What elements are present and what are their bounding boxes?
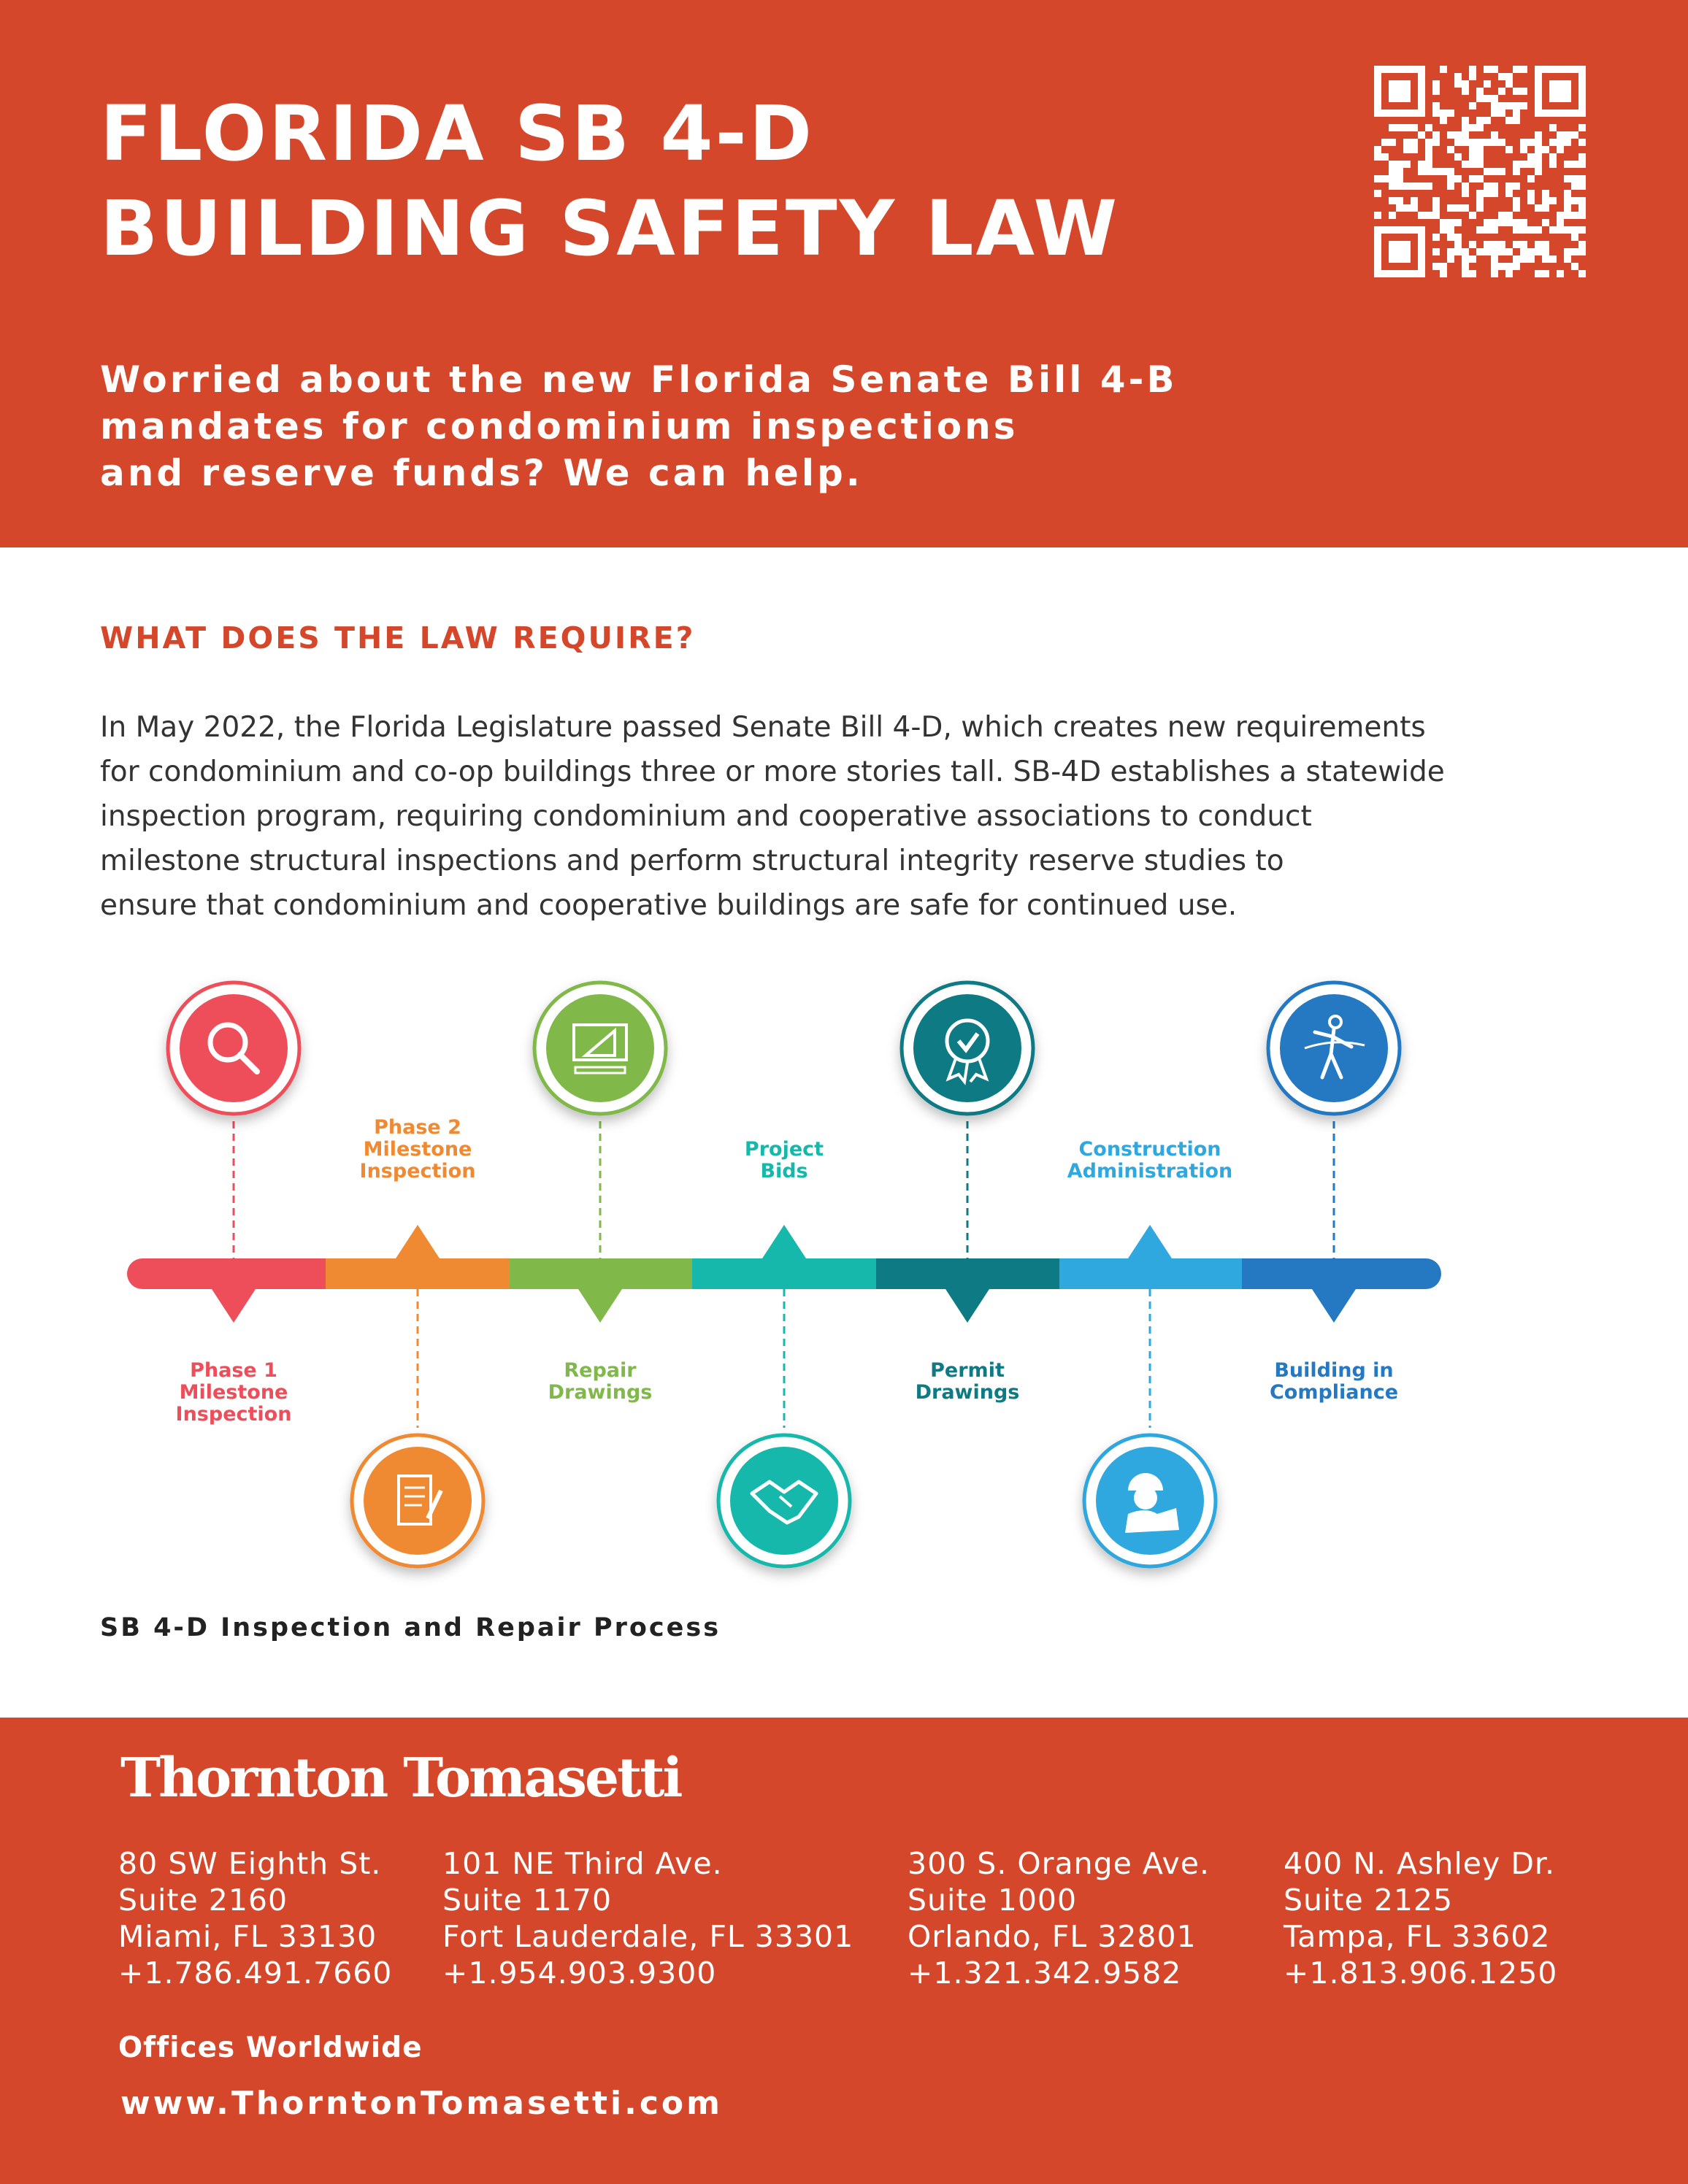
- office-fort-lauderdale: 101 NE Third Ave. Suite 1170 Fort Lauderdale, FL 33301 +1.954.903.9300: [442, 1846, 854, 1991]
- award-badge-icon: [902, 983, 1033, 1114]
- timeline-pointer: [578, 1289, 622, 1323]
- header-banner: [0, 0, 1688, 547]
- intro-paragraph: In May 2022, the Florida Legislature passed Senate Bill 4-D, which creates new requirements for condominium and co-op buildings three or more stories tall. SB-4D establishes a statewide inspection program, requiring condominium and cooperative associations to conduct milestone structural inspections and perform structural integrity reserve studies to ensure that condominium and cooperative buildings are safe for continued use.: [100, 711, 1445, 922]
- timeline-graphic: [0, 949, 1688, 1606]
- timeline-caption: SB 4-D Inspection and Repair Process: [100, 1613, 721, 1642]
- timeline-pointer: [1312, 1289, 1356, 1323]
- offices-worldwide: Offices Worldwide: [118, 2031, 423, 2064]
- step-label: Building in Compliance: [1269, 1359, 1399, 1404]
- magnifier-icon: [168, 983, 299, 1114]
- subtitle: Worried about the new Florida Senate Bill 4-B mandates for condominium inspections and reserve funds? We can help.: [100, 358, 1178, 494]
- step-label: Phase 2 Milestone Inspection: [359, 1116, 476, 1183]
- timeline-segment: [1059, 1258, 1242, 1289]
- step-label: Project Bids: [744, 1138, 824, 1183]
- step-label: Repair Drawings: [548, 1359, 653, 1404]
- timeline-segment: [127, 1258, 348, 1289]
- timeline-segment: [692, 1258, 876, 1289]
- timeline-segment: [1242, 1258, 1441, 1289]
- finish-line-icon: [1268, 983, 1400, 1114]
- website-link[interactable]: www.ThorntonTomasetti.com: [120, 2085, 724, 2122]
- step-label: Permit Drawings: [915, 1359, 1020, 1404]
- step-label: Phase 1 Milestone Inspection: [175, 1359, 292, 1426]
- timeline-segment: [326, 1258, 510, 1289]
- office-tampa: 400 N. Ashley Dr. Suite 2125 Tampa, FL 33602 +1.813.906.1250: [1284, 1846, 1558, 1991]
- footer: [0, 1718, 1688, 2184]
- blueprint-icon: [534, 983, 666, 1114]
- timeline-segment: [510, 1258, 692, 1289]
- qr-code[interactable]: [1374, 66, 1586, 277]
- timeline-pointer: [1128, 1225, 1172, 1258]
- office-orlando: 300 S. Orange Ave. Suite 1000 Orlando, FL 32801 +1.321.342.9582: [908, 1846, 1211, 1991]
- timeline-pointer: [212, 1289, 256, 1323]
- timeline-pointer: [762, 1225, 806, 1258]
- office-miami: 80 SW Eighth St. Suite 2160 Miami, FL 33130 +1.786.491.7660: [118, 1846, 393, 1991]
- page-title: FLORIDA SB 4-D BUILDING SAFETY LAW: [100, 89, 1120, 273]
- section-heading: WHAT DOES THE LAW REQUIRE?: [100, 620, 696, 655]
- process-timeline: [0, 949, 1688, 1606]
- handshake-icon: [718, 1435, 850, 1566]
- timeline-segment: [876, 1258, 1059, 1289]
- document-pen-icon: [352, 1435, 483, 1566]
- timeline-pointer: [396, 1225, 440, 1258]
- engineer-icon: [1084, 1435, 1216, 1566]
- timeline-pointer: [945, 1289, 989, 1323]
- company-logo: Thornton Tomasetti: [120, 1747, 681, 1810]
- step-label: Construction Administration: [1067, 1138, 1233, 1183]
